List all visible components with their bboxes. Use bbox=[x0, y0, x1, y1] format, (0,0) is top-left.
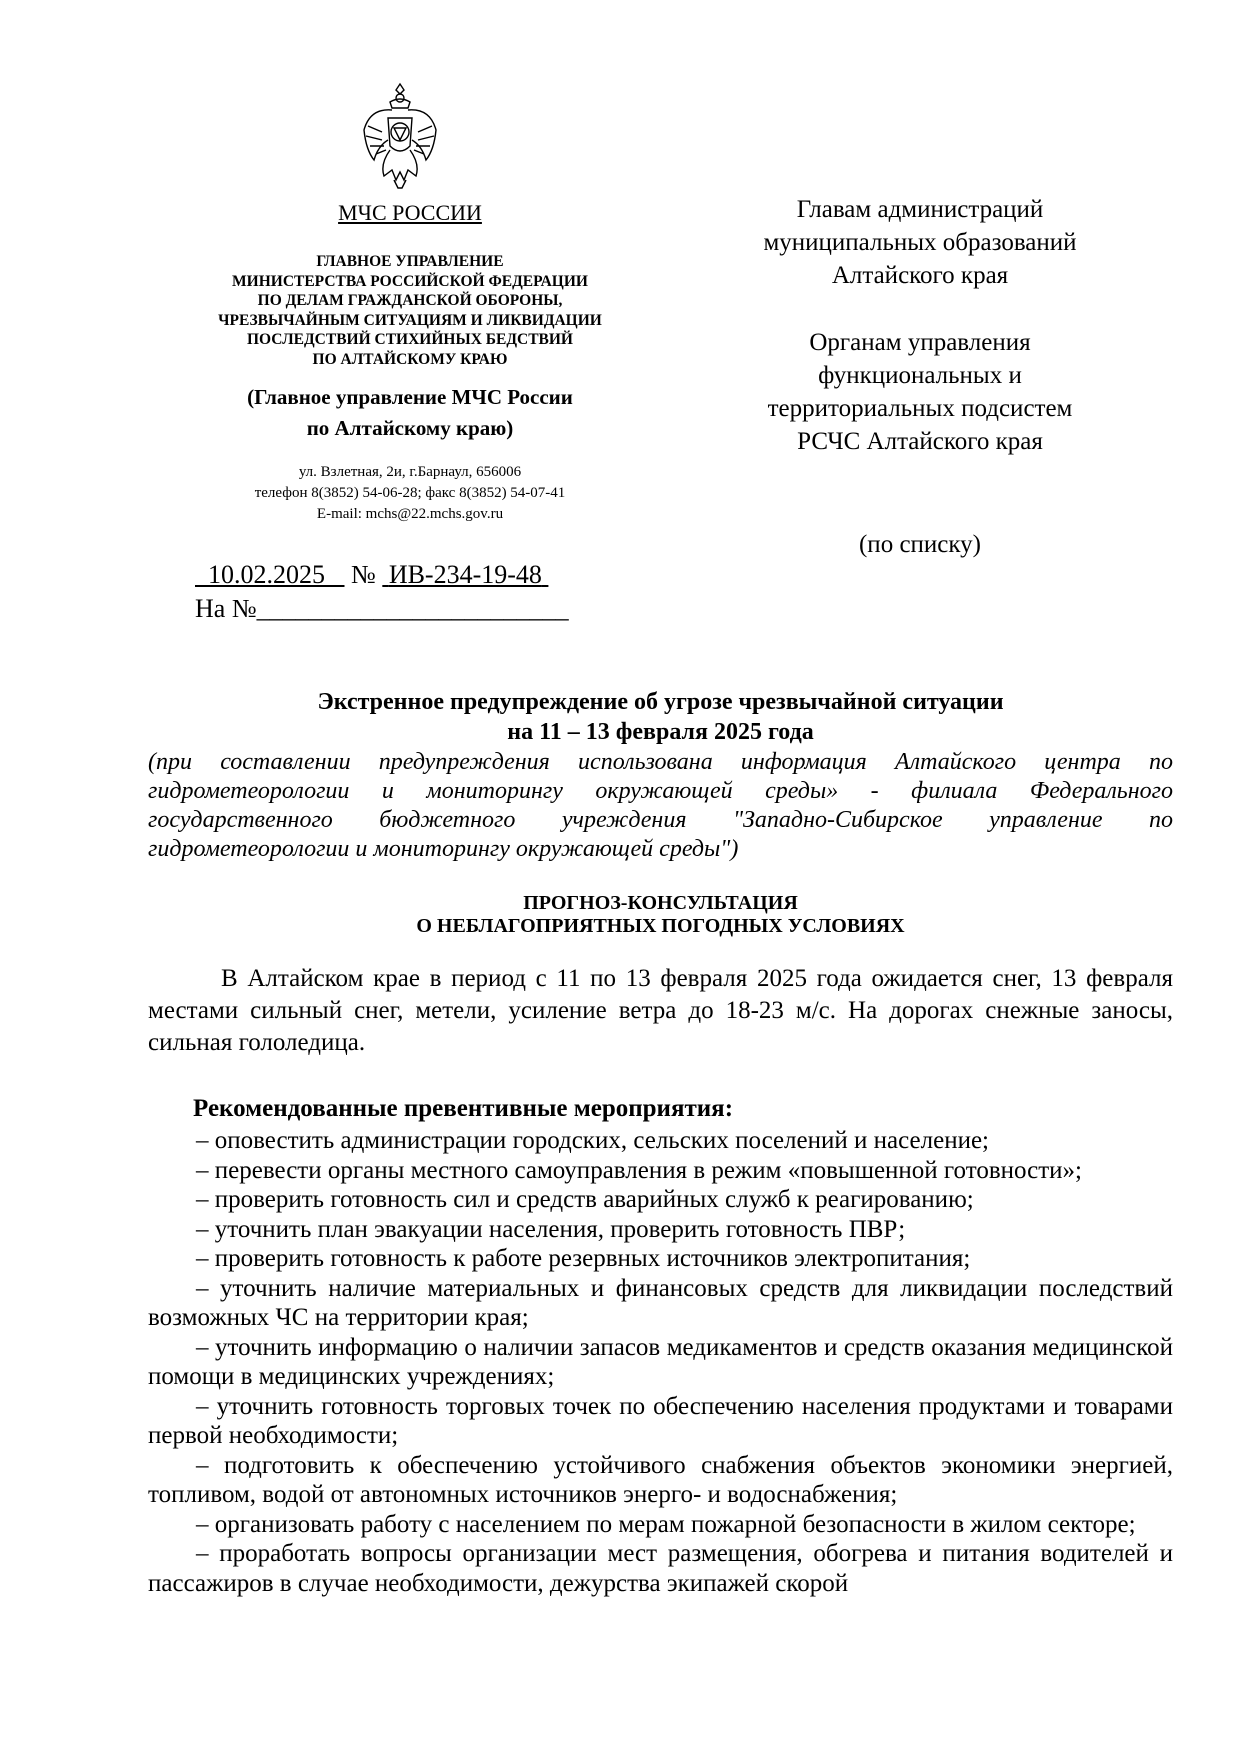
org-abbrev-line: по Алтайскому краю) bbox=[306, 416, 514, 440]
org-full-line: ЧРЕЗВЫЧАЙНЫМ СИТУАЦИЯМ И ЛИКВИДАЦИИ bbox=[218, 311, 602, 329]
number-sign: № bbox=[351, 560, 376, 589]
list-item: – проверить готовность сил и средств аварийных служб к реагированию; bbox=[196, 1186, 974, 1213]
org-full-line: ГЛАВНОЕ УПРАВЛЕНИЕ bbox=[316, 253, 504, 270]
list-item: – уточнить готовность торговых точек по обеспечению населения продуктами и товарами первой необходимости; bbox=[148, 1392, 1173, 1449]
phone-fax: телефон 8(3852) 54-06-28; факс 8(3852) 54-07-41 bbox=[254, 485, 566, 501]
doc-number: ИВ-234-19-48 bbox=[388, 560, 542, 589]
forecast-paragraph: В Алтайском крае в период с 11 по 13 февраля 2025 года ожидается снег, 13 февраля местами сильный снег, метели, усиление ветра до 18-23 м/с. На дорогах снежные заносы, сильная гололедица. bbox=[148, 965, 1173, 1056]
section-heading bbox=[148, 892, 1173, 938]
list-item: – уточнить наличие материальных и финансовых средств для ликвидации последствий возможных ЧС на территории края; bbox=[148, 1274, 1173, 1331]
list-item: – оповестить администрации городских, сельских поселений и население; bbox=[196, 1127, 989, 1154]
mchs-emblem-icon bbox=[360, 80, 440, 192]
list-item: – проверить готовность к работе резервных источников электропитания; bbox=[196, 1245, 971, 1272]
addressee-line: Главам администраций bbox=[796, 196, 1044, 223]
org-full-line: МИНИСТЕРСТВА РОССИЙСКОЙ ФЕДЕРАЦИИ bbox=[232, 272, 588, 290]
ref-label: На № bbox=[195, 594, 257, 623]
registration-line bbox=[195, 560, 548, 590]
source-note: (при составлении предупреждения использована информация Алтайского центра по гидрометеорологии и мониторингу окружающей среды» - филиала Федерального государственного бюджетного учреждения "Западно-Сибирское управление по гидрометеорологии и мониторингу окружающей среды") bbox=[148, 749, 1173, 862]
recommendations-heading: Рекомендованные превентивные мероприятия: bbox=[193, 1095, 734, 1122]
addressee-line: РСЧС Алтайского края bbox=[797, 428, 1043, 455]
addressee-group-1 bbox=[720, 193, 1120, 292]
section-line: О НЕБЛАГОПРИЯТНЫХ ПОГОДНЫХ УСЛОВИЯХ bbox=[416, 915, 905, 937]
doc-date: 10.02.2025 bbox=[208, 560, 325, 589]
org-short-name: МЧС РОССИИ bbox=[338, 200, 482, 225]
addressee-line: Органам управления bbox=[809, 329, 1031, 356]
email: E-mail: mchs@22.mchs.gov.ru bbox=[316, 506, 504, 522]
ref-blank: ________________________ bbox=[256, 594, 569, 623]
list-item: – уточнить план эвакуации населения, проверить готовность ПВР; bbox=[196, 1215, 906, 1243]
section-line: ПРОГНОЗ-КОНСУЛЬТАЦИЯ bbox=[523, 892, 798, 914]
recommendations-list bbox=[148, 1126, 1173, 1598]
org-abbrev-line: (Главное управление МЧС России bbox=[247, 385, 573, 409]
org-full-line: ПО ДЕЛАМ ГРАЖДАНСКОЙ ОБОРОНЫ, bbox=[257, 292, 563, 309]
contacts bbox=[160, 462, 660, 525]
addressee-line: функциональных и bbox=[818, 362, 1022, 389]
org-abbrev-name bbox=[160, 382, 660, 444]
title-line: на 11 – 13 февраля 2025 года bbox=[507, 719, 814, 745]
addressee-line: муниципальных образований bbox=[763, 229, 1077, 256]
addressee-group-2 bbox=[720, 326, 1120, 458]
document-title bbox=[148, 687, 1173, 747]
list-item: – организовать работу с населением по мерам пожарной безопасности в жилом секторе; bbox=[196, 1510, 1136, 1538]
list-item: – проработать вопросы организации мест размещения, обогрева и питания водителей и пассажиров в случае необходимости, дежурства экипажей скорой bbox=[148, 1540, 1173, 1597]
org-full-line: ПО АЛТАЙСКОМУ КРАЮ bbox=[312, 350, 508, 368]
list-item: – подготовить к обеспечению устойчивого снабжения объектов экономики энергией, топливом, водой от автономных источников энерго- и водоснабжения; bbox=[148, 1451, 1173, 1508]
addressee-line: Алтайского края bbox=[831, 262, 1009, 289]
reference-line bbox=[195, 594, 569, 624]
list-item: – перевести органы местного самоуправления в режим «повышенной готовности»; bbox=[196, 1156, 1082, 1184]
org-full-name bbox=[160, 252, 660, 369]
title-line: Экстренное предупреждение об угрозе чрезвычайной ситуации bbox=[317, 689, 1004, 715]
list-item: – уточнить информацию о наличии запасов медикаментов и средств оказания медицинской помощи в медицинских учреждениях; bbox=[148, 1333, 1173, 1390]
addressee-note: (по списку) bbox=[858, 531, 982, 558]
org-full-line: ПОСЛЕДСТВИЙ СТИХИЙНЫХ БЕДСТВИЙ bbox=[247, 331, 573, 348]
addressee-line: территориальных подсистем bbox=[767, 395, 1073, 422]
postal-address: ул. Взлетная, 2и, г.Барнаул, 656006 bbox=[298, 464, 522, 480]
